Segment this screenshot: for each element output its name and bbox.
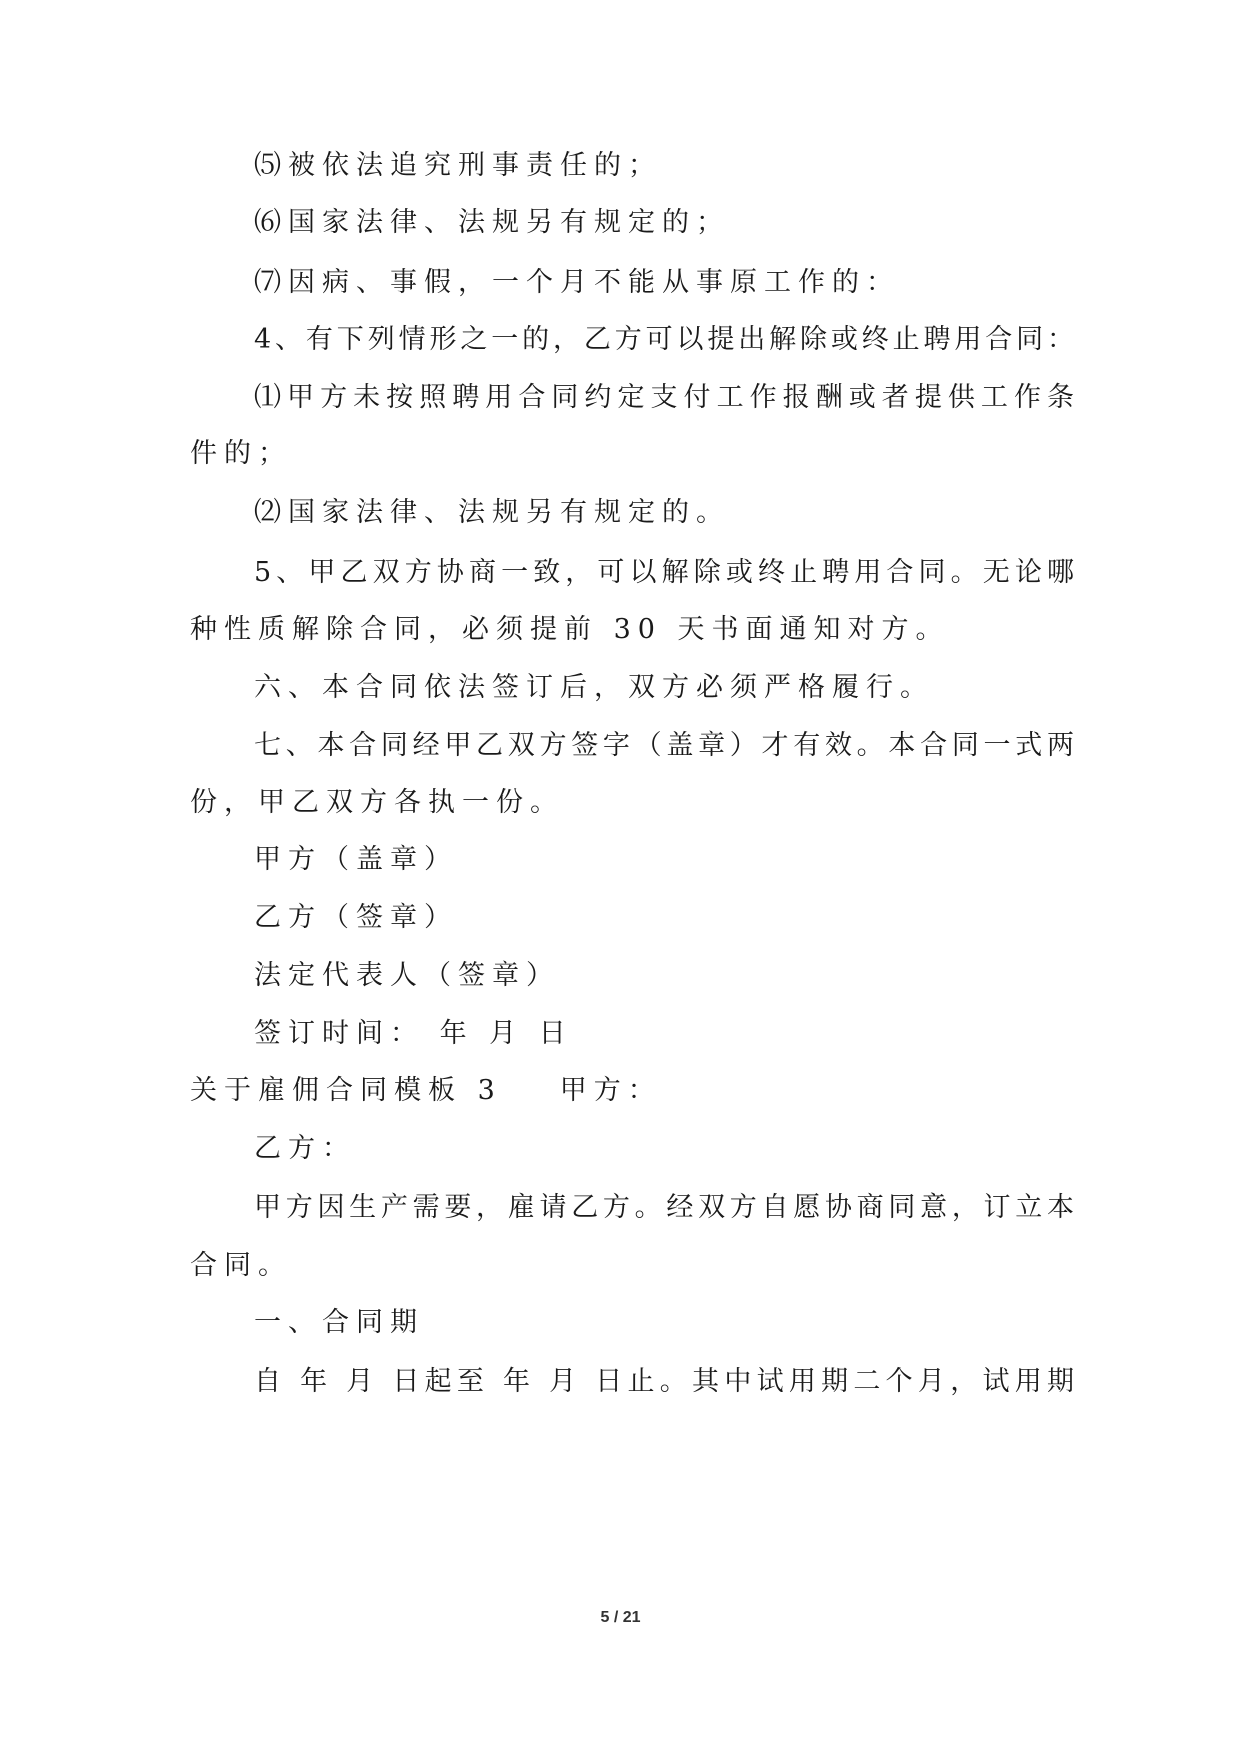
section-1-heading: 一、合同期 [254,1307,424,1338]
preamble-continuation: 合同。 [190,1250,292,1281]
party-a-label: 甲方： [559,1075,662,1106]
clause-7-illness-leave: ⑺因病、事假，一个月不能从事原工作的： [254,267,900,298]
preamble: 甲方因生产需要，雇请乙方。经双方自愿协商同意，订立本 [254,1192,1074,1223]
section-6-performance: 六、本合同依法签订后，双方必须严格履行。 [254,672,934,703]
party-a-seal: 甲方（盖章） [254,844,458,875]
clause-6-other-laws: ⑹国家法律、法规另有规定的； [254,207,730,238]
contract-period: 自 年 月 日起至 年 月 日止。其中试用期二个月，试用期 [254,1366,1074,1397]
clause-1-continuation: 件的； [190,438,292,469]
section-7-validity: 七、本合同经甲乙双方签字（盖章）才有效。本合同一式两 [254,730,1074,761]
party-b-signature: 乙方（签章） [254,902,458,933]
legal-representative-signature: 法定代表人（签章） [254,960,560,991]
clause-5-criminal-liability: ⑸被依法追究刑事责任的； [254,150,662,181]
clause-1-unpaid-wages: ⑴甲方未按照聘用合同约定支付工作报酬或者提供工作条 [254,382,1074,413]
template-title: 关于雇佣合同模板 3 [190,1075,502,1106]
party-b-label: 乙方： [254,1133,356,1164]
article-5-mutual-termination: 5、甲乙双方协商一致，可以解除或终止聘用合同。无论哪 [254,557,1074,588]
clause-2-other-laws: ⑵国家法律、法规另有规定的。 [254,497,730,528]
template-title-row [190,1071,1070,1111]
article-5-continuation: 种性质解除合同，必须提前 30 天书面通知对方。 [190,614,950,645]
section-7-continuation: 份，甲乙双方各执一份。 [190,787,564,818]
signing-date: 签订时间： 年 月 日 [254,1018,573,1049]
article-4-heading: 4、有下列情形之一的，乙方可以提出解除或终止聘用合同： [254,324,1074,355]
page-number: 5 / 21 [600,1609,641,1626]
